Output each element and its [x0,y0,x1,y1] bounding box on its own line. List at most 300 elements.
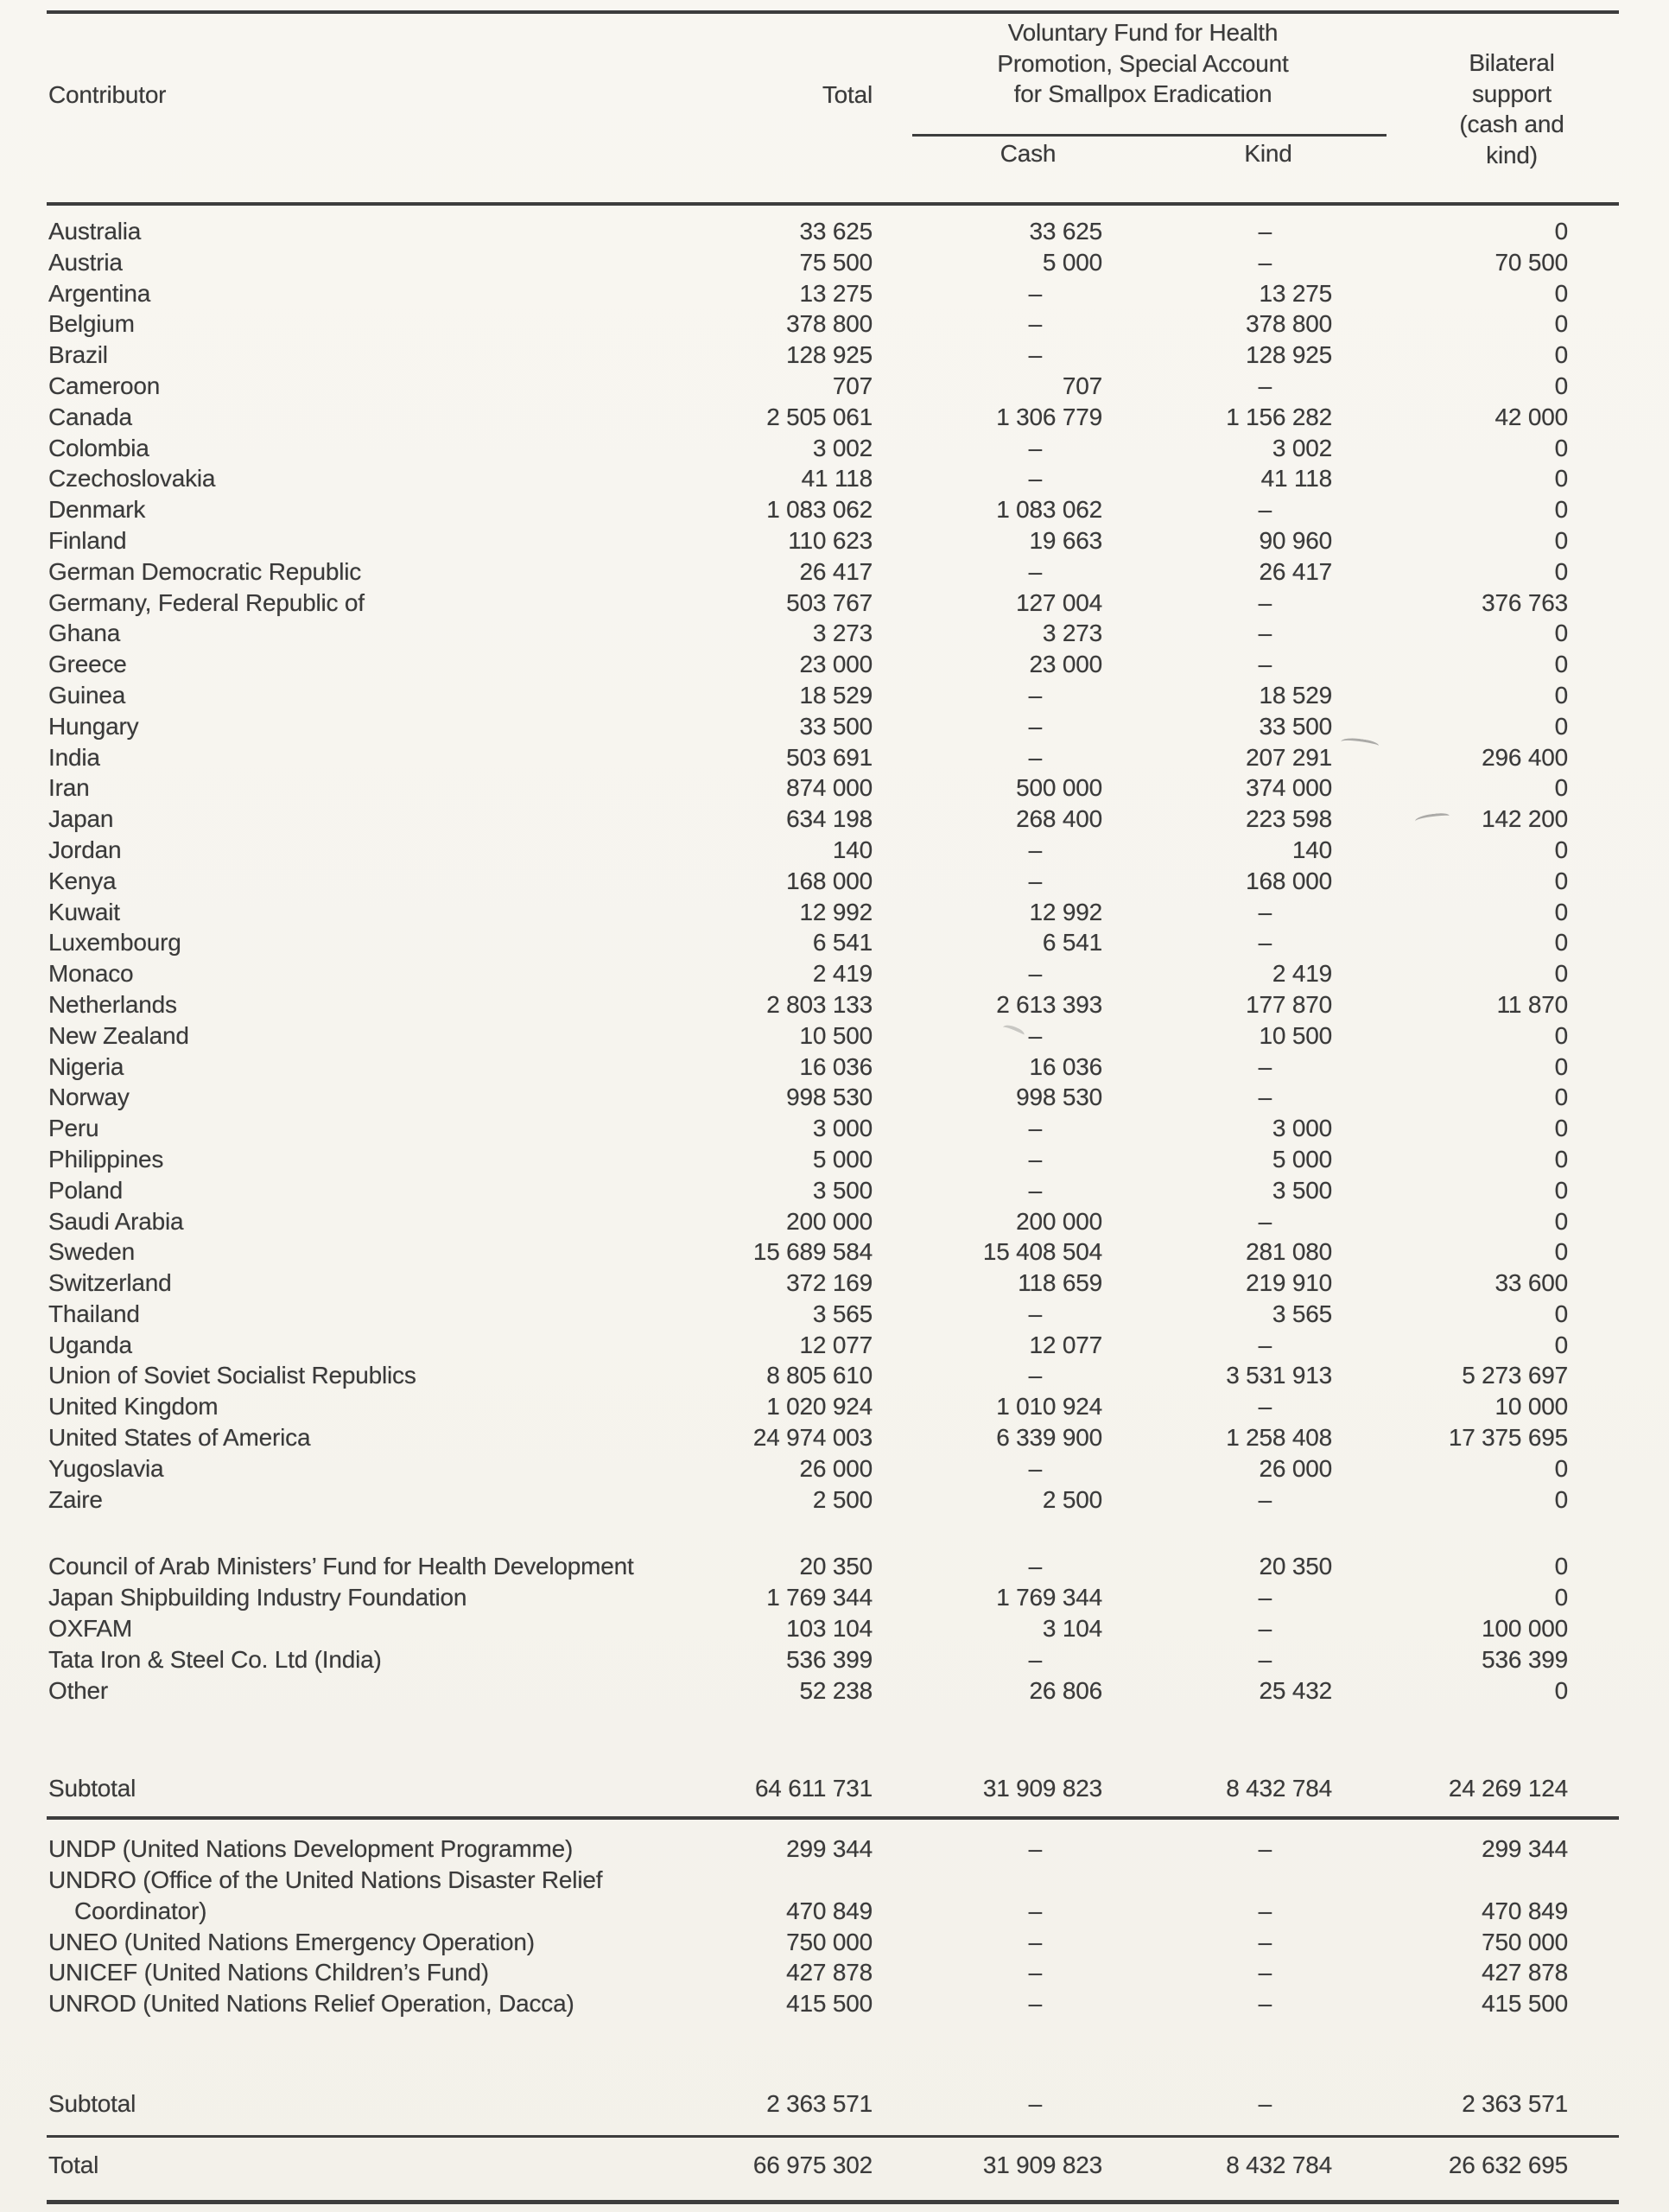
table-row [0,1360,1669,1391]
cash-cell: – [1028,1021,1042,1049]
table-row [0,340,1669,371]
subtotal-un-section [0,2088,1669,2120]
total-cell: 634 198 [786,805,873,833]
table-row [0,1927,1669,1958]
kind-cell: 281 080 [1246,1238,1332,1266]
contributor-cell: German Democratic Republic [48,557,362,585]
table-row [0,1391,1669,1422]
contributor-cell: New Zealand [48,1021,189,1049]
contributor-cell: OXFAM [48,1615,133,1643]
kind-cell: – [1258,218,1272,245]
bilateral-cell: 0 [1554,1021,1568,1049]
table-row [0,1988,1669,2019]
bilateral-cell: 0 [1554,836,1568,863]
total-cell [613,1865,873,1896]
total-cell: 415 500 [786,1990,873,2018]
cash-cell: 127 004 [1016,588,1102,616]
table-row [0,433,1669,464]
bilateral-cell: 0 [1554,929,1568,957]
cash-cell: – [1028,1990,1042,2018]
kind-cell: – [1258,898,1272,925]
kind-cell: 18 529 [1259,681,1332,709]
table-row [0,1453,1669,1484]
fund-header-line: for Smallpox Eradication [1013,80,1272,107]
bilateral-cell: 0 [1554,774,1568,802]
total-cell: 24 974 003 [752,1424,873,1452]
total-cell: 16 036 [799,1052,873,1080]
column-header-bilateral-support [1417,48,1607,170]
cash-cell: 1 010 924 [996,1393,1102,1421]
table-body [0,216,1669,2204]
contributor-cell: UNEO (United Nations Emergency Operation) [48,1928,535,1955]
grand-total-section [0,2150,1669,2181]
total-cell: 372 169 [786,1269,873,1297]
table-row [0,1582,1669,1613]
table-row [0,618,1669,649]
kind-cell: – [1258,1331,1272,1358]
cash-cell: 31 909 823 [982,2151,1102,2178]
kind-cell: 26 417 [1259,557,1332,585]
cash-cell: 200 000 [1016,1207,1102,1235]
kind-cell: 8 432 784 [1226,1775,1332,1802]
cash-cell: 3 104 [1042,1615,1102,1643]
contributor-cell: Kuwait [48,898,120,925]
table-row [0,1422,1669,1453]
table-row [0,1957,1669,1988]
contributor-cell: Norway [48,1084,130,1111]
table-row [0,2150,1669,2181]
contributor-cell: Total [48,2151,99,2178]
kind-cell: 1 258 408 [1226,1424,1332,1452]
bilateral-cell: 296 400 [1482,743,1568,771]
total-cell: 1 769 344 [766,1584,873,1611]
cash-cell: – [1028,1300,1042,1327]
table-row [0,989,1669,1020]
total-cell: 168 000 [786,867,873,894]
contributor-cell: Zaire [48,1485,103,1513]
kind-cell: – [1258,1835,1272,1863]
contributor-cell: Austria [48,248,123,276]
total-cell: 3 565 [812,1300,873,1327]
table-row [0,835,1669,866]
table-row [0,711,1669,742]
kind-cell: 25 432 [1259,1676,1332,1704]
bilateral-header-line: support [1472,79,1552,107]
contributor-cell: Sweden [48,1238,135,1266]
contributor-cell: Brazil [48,341,108,369]
contributor-cell: Cameroon [48,372,161,399]
cash-cell: – [1028,1553,1042,1580]
table-row [0,1268,1669,1299]
total-cell: 874 000 [786,774,873,802]
kind-cell: – [1258,1393,1272,1421]
kind-cell: – [1258,1052,1272,1080]
contributor-cell: Peru [48,1115,99,1142]
total-cell: 5 000 [812,1145,873,1173]
table-row [0,278,1669,309]
contributor-cell: Jordan [48,836,122,863]
contributor-cell: Germany, Federal Republic of [48,588,365,616]
contributor-cell: United States of America [48,1424,311,1452]
bilateral-cell: 376 763 [1482,588,1568,616]
cash-cell: – [1028,1115,1042,1142]
kind-cell [1102,1865,1332,1896]
kind-cell: 140 [1291,836,1332,863]
contributor-cell: Council of Arab Ministers’ Fund for Health Development [48,1553,634,1580]
kind-cell: – [1258,588,1272,616]
kind-cell: 90 960 [1259,526,1332,554]
bilateral-cell: 0 [1554,1084,1568,1111]
cash-cell: 6 339 900 [996,1424,1102,1452]
bilateral-cell: 0 [1554,465,1568,493]
total-cell: 2 419 [812,960,873,988]
bilateral-cell: 0 [1554,310,1568,338]
table-row [0,463,1669,494]
total-cell: 20 350 [799,1553,873,1580]
total-cell: 707 [832,372,873,399]
bilateral-cell: 470 849 [1482,1897,1568,1924]
total-cell: 503 767 [786,588,873,616]
total-cell: 33 500 [799,712,873,740]
country-rows-section [0,216,1669,1515]
kind-cell: 5 000 [1272,1145,1332,1173]
cash-cell: 26 806 [1029,1676,1102,1704]
table-row [0,1175,1669,1206]
cash-cell: – [1028,960,1042,988]
cash-cell: 1 769 344 [996,1584,1102,1611]
bilateral-cell: 0 [1554,1238,1568,1266]
total-cell: 128 925 [786,341,873,369]
bilateral-cell: 26 632 695 [1448,2151,1568,2178]
kind-cell: – [1258,1084,1272,1111]
contributor-cell: Finland [48,526,127,554]
cash-cell: – [1028,1897,1042,1924]
contributor-cell: Netherlands [48,990,177,1018]
total-cell: 2 505 061 [766,403,873,430]
cash-cell: 2 500 [1042,1485,1102,1513]
table-row [0,866,1669,897]
column-header-total: Total [822,81,873,108]
organization-rows-section [0,1551,1669,1706]
table-row [0,1052,1669,1083]
total-cell: 378 800 [786,310,873,338]
contributor-cell: UNROD (United Nations Relief Operation, Dacca) [48,1990,574,2018]
kind-cell: 1 156 282 [1226,403,1332,430]
bilateral-cell: 0 [1554,867,1568,894]
contributor-cell: Monaco [48,960,134,988]
contributor-cell: Subtotal [48,2090,136,2118]
bilateral-cell: 0 [1554,372,1568,399]
contributor-cell: Switzerland [48,1269,172,1297]
bilateral-cell: 0 [1554,1553,1568,1580]
bilateral-cell: 142 200 [1482,805,1568,833]
contributor-cell: United Kingdom [48,1393,219,1421]
kind-cell: 26 000 [1259,1454,1332,1482]
cash-cell: – [1028,341,1042,369]
kind-cell: 219 910 [1246,1269,1332,1297]
kind-cell: 378 800 [1246,310,1332,338]
bilateral-cell: 0 [1554,1176,1568,1204]
bilateral-cell: 0 [1554,898,1568,925]
table-row [0,742,1669,773]
total-cell: 3 000 [812,1115,873,1142]
table-row [0,1144,1669,1175]
cash-cell: 1 306 779 [996,403,1102,430]
total-cell: 536 399 [786,1645,873,1673]
bilateral-cell: 0 [1554,218,1568,245]
table-row [0,897,1669,928]
bilateral-cell: 2 363 571 [1462,2090,1568,2118]
cash-cell: – [1028,1362,1042,1389]
table-row [0,216,1669,247]
contributor-cell: Czechoslovakia [48,465,216,493]
kind-cell: – [1258,2090,1272,2118]
cash-cell: 2 613 393 [996,990,1102,1018]
cash-cell: – [1028,1145,1042,1173]
table-row [0,1773,1669,1804]
subtotal-divider-rule [47,1816,1619,1820]
total-cell: 1 020 924 [766,1393,873,1421]
contributor-cell: Subtotal [48,1775,136,1802]
kind-cell: 3 565 [1272,1300,1332,1327]
fund-header-line: Voluntary Fund for Health [1007,19,1279,46]
cash-cell: 12 077 [1029,1331,1102,1358]
bilateral-cell: 0 [1554,1331,1568,1358]
total-cell: 2 363 571 [766,2090,873,2118]
column-header-kind: Kind [1244,140,1292,167]
kind-cell: – [1258,651,1272,678]
table-row [0,1206,1669,1237]
table-row [0,1236,1669,1268]
cash-cell: 19 663 [1029,526,1102,554]
kind-cell: – [1258,620,1272,647]
contributor-cell: Thailand [48,1300,140,1327]
total-cell: 750 000 [786,1928,873,1955]
total-cell: 12 077 [799,1331,873,1358]
total-cell: 427 878 [786,1959,873,1986]
contributor-cell: Yugoslavia [48,1454,164,1482]
cash-cell: 23 000 [1029,651,1102,678]
kind-cell: – [1258,1584,1272,1611]
total-cell: 998 530 [786,1084,873,1111]
cash-cell: 998 530 [1016,1084,1102,1111]
table-row [0,772,1669,804]
kind-cell: – [1258,248,1272,276]
contributor-cell: Other [48,1676,109,1704]
table-row [0,247,1669,278]
kind-cell: 3 000 [1272,1115,1332,1142]
cash-cell: – [1028,712,1042,740]
bilateral-cell: 11 870 [1496,990,1568,1018]
total-cell: 66 975 302 [752,2151,873,2178]
contributor-cell: Luxembourg [48,929,181,957]
table-row [0,308,1669,340]
bilateral-cell: 0 [1554,1485,1568,1513]
total-cell: 3 500 [812,1176,873,1204]
cash-cell: – [1028,279,1042,307]
kind-cell: – [1258,496,1272,524]
table-row [0,1834,1669,1865]
total-cell: 41 118 [801,465,873,493]
cash-cell: 500 000 [1016,774,1102,802]
table-row [0,1113,1669,1144]
kind-cell: 168 000 [1246,867,1332,894]
cash-cell: – [1028,310,1042,338]
bilateral-cell: 17 375 695 [1448,1424,1568,1452]
table-row [0,927,1669,958]
cash-cell: – [1028,867,1042,894]
contributor-cell: Japan Shipbuilding Industry Foundation [48,1584,467,1611]
bilateral-cell: 0 [1554,1584,1568,1611]
total-cell: 3 273 [812,620,873,647]
contributor-cell: Tata Iron & Steel Co. Ltd (India) [48,1645,382,1673]
bilateral-cell: 0 [1554,620,1568,647]
total-cell: 110 623 [788,526,873,554]
cash-cell: 33 625 [1029,218,1102,245]
bilateral-cell: 100 000 [1482,1615,1568,1643]
bilateral-cell: 0 [1554,341,1568,369]
total-cell: 13 275 [799,279,873,307]
kind-cell: 20 350 [1259,1553,1332,1580]
total-cell: 3 002 [812,434,873,461]
kind-cell: 3 500 [1272,1176,1332,1204]
table-row [0,804,1669,835]
kind-cell: – [1258,1928,1272,1955]
total-cell: 18 529 [799,681,873,709]
bilateral-cell: 0 [1554,712,1568,740]
kind-cell: 8 432 784 [1226,2151,1332,2178]
contributor-cell: Belgium [48,310,135,338]
total-cell: 33 625 [799,218,873,245]
kind-cell: – [1258,1959,1272,1986]
table-row [0,1644,1669,1675]
header-bottom-rule [47,202,1619,206]
contributor-cell: Nigeria [48,1052,124,1080]
total-cell: 200 000 [786,1207,873,1235]
bilateral-cell: 0 [1554,557,1568,585]
cash-cell: 6 541 [1042,929,1102,957]
table-row [0,2088,1669,2120]
bilateral-cell: 0 [1554,1207,1568,1235]
table-row [0,402,1669,433]
table-row [0,1082,1669,1113]
contributor-cell: Coordinator) [74,1897,207,1924]
total-cell: 103 104 [786,1615,873,1643]
kind-cell: 3 002 [1272,434,1332,461]
bilateral-cell: 536 399 [1482,1645,1568,1673]
bilateral-cell: 415 500 [1482,1990,1568,2018]
total-cell: 23 000 [799,651,873,678]
bilateral-cell: 70 500 [1494,248,1568,276]
kind-cell: – [1258,1897,1272,1924]
table-row [0,1613,1669,1644]
bilateral-cell: 33 600 [1494,1269,1568,1297]
cash-cell: – [1028,1835,1042,1863]
table-row [0,494,1669,525]
table-row [0,1896,1669,1927]
bottom-rule [47,2200,1619,2204]
cash-cell: – [1028,836,1042,863]
contributor-cell: Greece [48,651,127,678]
bilateral-cell: 0 [1554,496,1568,524]
cash-cell: – [1028,465,1042,493]
contributor-cell: Colombia [48,434,149,461]
table-row [0,1865,1669,1896]
kind-cell: 41 118 [1260,465,1332,493]
bilateral-cell: 0 [1554,1300,1568,1327]
table-row [0,588,1669,619]
contributor-cell: Australia [48,218,142,245]
kind-cell: – [1258,929,1272,957]
table-row [0,1020,1669,1052]
bilateral-cell: 0 [1554,1454,1568,1482]
contributor-cell: Saudi Arabia [48,1207,184,1235]
bilateral-cell: 0 [1554,681,1568,709]
cash-cell: – [1028,1928,1042,1955]
bilateral-cell: 0 [1554,279,1568,307]
bilateral-cell: 5 273 697 [1462,1362,1568,1389]
kind-cell: 177 870 [1246,990,1332,1018]
cash-cell: – [1028,2090,1042,2118]
bilateral-cell: 0 [1554,1115,1568,1142]
table-row [0,680,1669,711]
bilateral-cell: 42 000 [1494,403,1568,430]
contributor-cell: Kenya [48,867,117,894]
kind-cell: 33 500 [1259,712,1332,740]
column-group-header-voluntary-fund [898,17,1387,110]
table-row [0,525,1669,556]
table-row [0,556,1669,588]
total-cell: 299 344 [786,1835,873,1863]
bilateral-cell: 299 344 [1482,1835,1568,1863]
kind-cell: – [1258,1615,1272,1643]
fund-group-underline-rule [912,134,1387,137]
kind-cell: – [1258,1207,1272,1235]
kind-cell: – [1258,1990,1272,2018]
total-cell: 140 [832,836,873,863]
table-row [0,1484,1669,1516]
total-cell: 75 500 [799,248,873,276]
total-cell: 2 500 [812,1485,873,1513]
contributor-cell: Argentina [48,279,151,307]
total-cell: 26 417 [799,557,873,585]
total-cell: 6 541 [812,929,873,957]
column-header-contributor: Contributor [48,81,167,108]
table-row [0,371,1669,402]
cash-cell: 12 992 [1029,898,1102,925]
kind-cell: 207 291 [1246,743,1332,771]
total-cell: 52 238 [799,1676,873,1704]
bilateral-header-line: kind) [1486,141,1538,168]
contributor-cell: Uganda [48,1331,132,1358]
kind-cell: – [1258,372,1272,399]
contributor-cell: UNICEF (United Nations Children’s Fund) [48,1959,489,1986]
table-row [0,958,1669,989]
kind-cell: 13 275 [1259,279,1332,307]
kind-cell: – [1258,1645,1272,1673]
cash-cell: – [1028,743,1042,771]
bilateral-cell: 0 [1554,1052,1568,1080]
total-cell: 26 000 [799,1454,873,1482]
bilateral-cell: 10 000 [1494,1393,1568,1421]
cash-cell: 3 273 [1042,620,1102,647]
kind-cell: – [1258,1485,1272,1513]
table-row [0,1551,1669,1582]
table-row [0,649,1669,680]
bilateral-cell: 0 [1554,1676,1568,1704]
table-row [0,1675,1669,1707]
contributor-cell: Ghana [48,620,121,647]
